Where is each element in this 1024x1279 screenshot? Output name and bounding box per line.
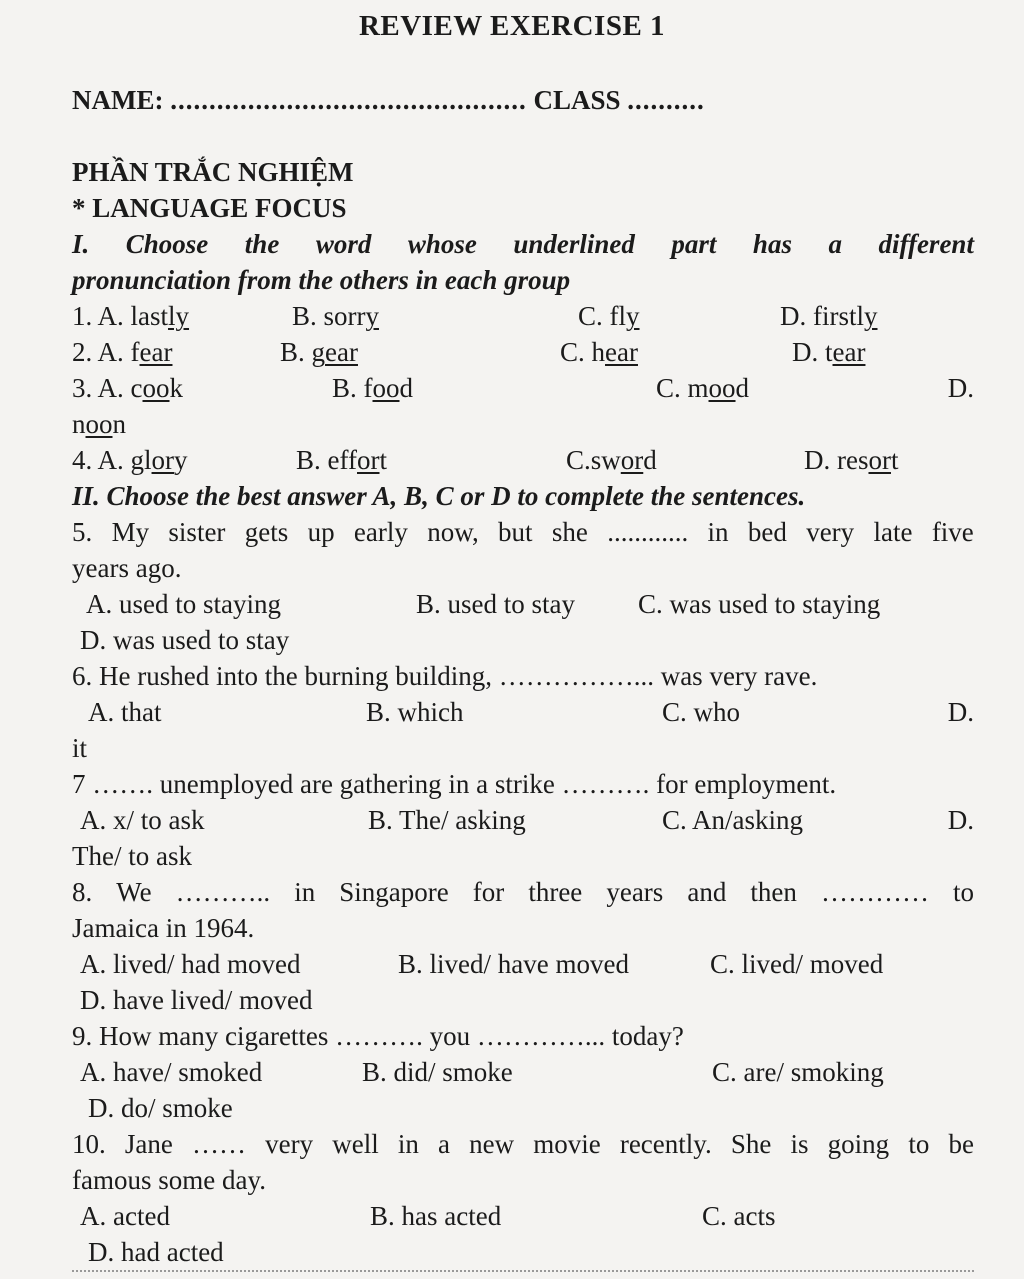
option-b: B. used to stay bbox=[416, 589, 575, 619]
question-9-stem: 9. How many cigarettes ………. you …………... today? bbox=[72, 1021, 684, 1051]
underlined-part: oo bbox=[372, 373, 400, 403]
underlined-part: oo bbox=[85, 409, 113, 439]
option-a: A. used to staying bbox=[86, 589, 281, 619]
question-10-stem-cont: famous some day. bbox=[72, 1165, 266, 1195]
option-d: D. had acted bbox=[88, 1237, 224, 1267]
instruction-word: a bbox=[828, 229, 842, 259]
underlined-part: ear bbox=[139, 337, 173, 367]
instruction-1-line1 bbox=[72, 226, 974, 262]
option-c: C. lived/ moved bbox=[710, 949, 884, 979]
option-c: C. hear bbox=[560, 337, 638, 367]
question-5-option-d bbox=[72, 622, 974, 658]
instruction-word: underlined bbox=[513, 229, 635, 259]
option-d: D. firstly bbox=[780, 301, 878, 331]
option-a: 2. A. fear bbox=[72, 337, 173, 367]
option-b: B. sorry bbox=[292, 301, 379, 331]
option-a: 4. A. glory bbox=[72, 445, 188, 475]
underlined-part: y bbox=[626, 301, 640, 331]
option-c: C. acts bbox=[702, 1201, 776, 1231]
option-c: C. was used to staying bbox=[638, 589, 881, 619]
name-class-line bbox=[72, 82, 974, 118]
class-dots: .......... bbox=[627, 85, 705, 115]
option-b: B. gear bbox=[280, 337, 358, 367]
option-b: B. did/ smoke bbox=[362, 1057, 513, 1087]
question-10-option-d bbox=[72, 1234, 974, 1270]
question-8-stem: 8. We ……….. in Singapore for three years and then ………… to bbox=[72, 877, 974, 907]
option-b: B. The/ asking bbox=[368, 805, 526, 835]
option-d: D. was used to stay bbox=[80, 625, 290, 655]
option-b: B. effort bbox=[296, 445, 388, 475]
instruction-word: whose bbox=[407, 229, 477, 259]
option-c: C. are/ smoking bbox=[712, 1057, 884, 1087]
option-a: 1. A. lastly bbox=[72, 301, 190, 331]
option-a: A. x/ to ask bbox=[80, 805, 205, 835]
question-8-option-d bbox=[72, 982, 974, 1018]
underlined-part: or bbox=[357, 445, 380, 475]
option-c: C. fly bbox=[578, 301, 640, 331]
option-c: C. An/asking bbox=[662, 805, 804, 835]
underlined-part: ly bbox=[168, 301, 190, 331]
option-d: D. do/ smoke bbox=[88, 1093, 233, 1123]
instruction-word: the bbox=[244, 229, 280, 259]
option-b: B. which bbox=[366, 697, 464, 727]
option-c: C. who bbox=[662, 697, 741, 727]
underlined-part: y bbox=[864, 301, 878, 331]
option-d: D. tear bbox=[792, 337, 866, 367]
option-d: D. resort bbox=[804, 445, 899, 475]
instruction-word: I. bbox=[72, 229, 90, 259]
option-a: A. acted bbox=[80, 1201, 170, 1231]
underlined-part: ear bbox=[325, 337, 358, 367]
page-title: REVIEW EXERCISE 1 bbox=[358, 10, 666, 42]
part-heading: PHẦN TRẮC NGHIỆM bbox=[72, 157, 354, 187]
underlined-part: or bbox=[620, 445, 644, 475]
underlined-part: ear bbox=[605, 337, 638, 367]
instruction-2: II. Choose the best answer A, B, C or D to complete the sentences. bbox=[72, 481, 806, 511]
instruction-word: Choose bbox=[125, 229, 209, 259]
underlined-part: ear bbox=[832, 337, 866, 367]
name-dots: .............................................. bbox=[170, 85, 527, 115]
instruction-word: word bbox=[315, 229, 372, 259]
section-heading: * LANGUAGE FOCUS bbox=[72, 193, 347, 223]
option-a: A. have/ smoked bbox=[80, 1057, 263, 1087]
option-a: A. lived/ had moved bbox=[80, 949, 301, 979]
underlined-part: y bbox=[365, 301, 379, 331]
question-5-stem: 5. My sister gets up early now, but she ............ in bed very late five bbox=[72, 517, 974, 547]
underlined-part: or bbox=[151, 445, 175, 475]
question-3-option-d: noon bbox=[72, 409, 126, 439]
option-b: B. food bbox=[332, 373, 413, 403]
instruction-word: different bbox=[878, 229, 974, 259]
option-d: D. have lived/ moved bbox=[80, 985, 313, 1015]
class-label: CLASS bbox=[526, 85, 628, 115]
question-7-stem: 7 ……. unemployed are gathering in a strike ………. for employment. bbox=[72, 769, 837, 799]
option-c: C. mood bbox=[656, 373, 750, 403]
question-7-option-d: The/ to ask bbox=[72, 841, 192, 871]
underlined-part: or bbox=[868, 445, 891, 475]
underlined-part: oo bbox=[142, 373, 170, 403]
option-b: B. has acted bbox=[370, 1201, 502, 1231]
question-10-stem: 10. Jane …… very well in a new movie recently. She is going to be bbox=[72, 1129, 974, 1159]
option-d-label: D. bbox=[947, 805, 974, 835]
name-label: NAME: bbox=[72, 85, 171, 115]
underlined-part: oo bbox=[708, 373, 736, 403]
option-c: C.sword bbox=[566, 445, 657, 475]
option-d-label: D. bbox=[947, 373, 974, 403]
option-a: A. that bbox=[88, 697, 162, 727]
question-6-option-d: it bbox=[72, 733, 88, 763]
option-d-label: D. bbox=[947, 697, 974, 727]
instruction-word: part bbox=[671, 229, 717, 259]
cut-off-next-line bbox=[72, 1270, 974, 1278]
question-5-stem-cont: years ago. bbox=[72, 553, 182, 583]
instruction-1-line2: pronunciation from the others in each group bbox=[72, 265, 571, 295]
option-b: B. lived/ have moved bbox=[398, 949, 629, 979]
question-9-option-d bbox=[72, 1090, 974, 1126]
option-a: 3. A. cook bbox=[72, 373, 183, 403]
question-6-stem: 6. He rushed into the burning building, ……………... was very rave. bbox=[72, 661, 818, 691]
instruction-word: has bbox=[752, 229, 792, 259]
question-8-stem-cont: Jamaica in 1964. bbox=[72, 913, 255, 943]
